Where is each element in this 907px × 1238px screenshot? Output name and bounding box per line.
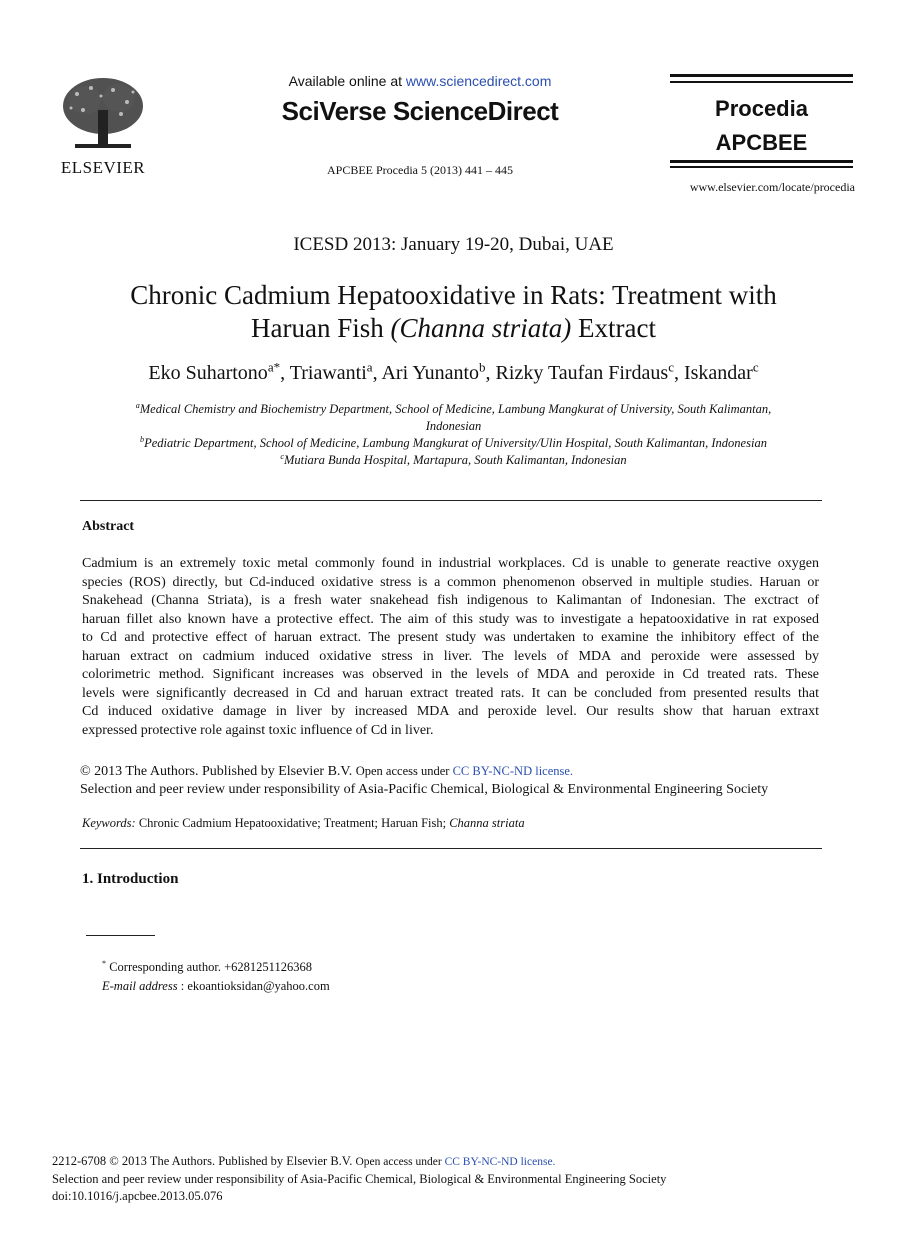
abstract-line: Snakehead (Channa Striata), is a fresh water snakehead fish indigenous to Kalimantan of Indonesian. The exctract of (82, 593, 819, 608)
copyright-block: © 2013 The Authors. Published by Elsevier B.V. Open access under CC BY-NC-ND license. Selection and peer review under responsibility of Asia-Pacific Chemical, Biological & Environmental Engineering Society (80, 764, 769, 797)
sciverse-brand: SciVerse ScienceDirect (281, 96, 559, 126)
license-link[interactable]: CC BY-NC-ND license. (452, 764, 574, 778)
affiliation-b: $^b$Pediatric Department, School of Medicine, Lambung Mangkurat of University/Ulin Hospital, South Kalimantan, Indonesian (140, 434, 767, 450)
abstract-line: colorimetric method. Significant increases was observed in the levels of MDA and peroxide in Cd treated rats. These (82, 667, 819, 682)
abstract-line: species (ROS) directly, but Cd-induced oxidative stress is a common phenomenon observed in multiple studies. Haruan or (82, 574, 819, 590)
procedia-bottom-rule (670, 160, 853, 163)
elsevier-tree-logo (55, 74, 151, 160)
footnote-rule (86, 935, 155, 936)
procedia-top-rule-1 (670, 74, 853, 77)
author-list (0, 359, 907, 385)
abstract-bottom-rule (80, 848, 822, 849)
abstract-line: haruan extract on cadmium induced oxidative stress in liver. The levels of MDA and peroxide were assessed by (82, 648, 819, 664)
abstract-line: Cadmium is an extremely toxic metal commonly found in industrial workplaces. Cd is unable to generate reactive oxygen (82, 556, 819, 571)
author: Eko Suhartono$^{a*}$, (148, 359, 290, 384)
affiliation-c: $^c$Mutiara Bunda Hospital, Martapura, South Kalimantan, Indonesian (280, 451, 627, 467)
paper-title: Chronic Cadmium Hepatooxidative in Rats: Treatment with Haruan Fish (Channa striata) Extract (130, 280, 777, 343)
available-online: Available online at www.sciencedirect.com (288, 73, 552, 89)
abstract-body (82, 555, 819, 740)
section-heading-introduction: 1. Introduction (82, 871, 179, 887)
journal-citation: APCBEE Procedia 5 (2013) 441 – 445 (327, 163, 513, 177)
elsevier-logo-text: ELSEVIER (60, 158, 146, 177)
abstract-line: haruan fillet also known have a protective effect. The aim of this study was to investigate a hepatooxidative in rat exposed (82, 611, 819, 627)
abstract-line: levels were significantly decreased in Cd and haruan extract treated rats. It can be concluded from presented results that (82, 685, 819, 701)
page-footer: 2212-6708 © 2013 The Authors. Published by Elsevier B.V. Open access under CC BY-NC-ND license. Selection and peer review under responsibility of Asia-Pacific Chemical, Biological & Environmental Engineering Society doi:10.1016/j.apcbee.2013.05.076 (52, 1153, 852, 1205)
email-line: E-mail address : ekoantioksidan@yahoo.com (102, 979, 330, 993)
abstract-heading: Abstract (82, 519, 135, 534)
journal-homepage-link[interactable]: www.elsevier.com/locate/procedia (689, 180, 855, 194)
affiliations: $^a$Medical Chemistry and Biochemistry Department, School of Medicine, Lambung Mangkurat of University, South Kalimantan, Indonesian $^b$Pediatric Department, School of Medicine, Lambung Mangkurat of University/Ulin Hospital, South Kalimantan, Indonesian $^c$Mutiara Bunda Hospital, Martapura, South Kalimantan, Indonesian (60, 401, 847, 469)
abstract-line: to Cd and protective effect of haruan extract. The present study was undertaken to examine the inhibitory effect of the (82, 630, 819, 645)
abstract-line: expressed protective role against toxic influence of Cd in liver. (82, 722, 434, 738)
corresponding-author: * Corresponding author. +6281251126368 (102, 958, 312, 974)
footnote (102, 958, 702, 996)
procedia-bottom-rule-2 (670, 166, 853, 168)
author: Ari Yunanto$^b$, (381, 359, 496, 384)
author: Iskandar$^c$ (683, 359, 759, 384)
conference-line: ICESD 2013: January 19-20, Dubai, UAE (293, 234, 614, 255)
abstract-top-rule (80, 500, 822, 501)
procedia-top-rule-2 (670, 81, 853, 83)
procedia-journal-name: Procedia APCBEE (715, 96, 808, 155)
email-link[interactable]: ekoantioksidan@yahoo.com (187, 979, 330, 993)
author: Triawanti$^a$, (289, 359, 382, 384)
sciencedirect-link[interactable]: www.sciencedirect.com (405, 73, 552, 89)
doi[interactable]: doi:10.1016/j.apcbee.2013.05.076 (52, 1189, 223, 1203)
author: Rizky Taufan Firdaus$^c$, (495, 359, 684, 384)
footer-license-link[interactable]: CC BY-NC-ND license. (444, 1156, 556, 1168)
affiliation-a: $^a$Medical Chemistry and Biochemistry Department, School of Medicine, Lambung Mangkurat of University, South Kalimantan, (135, 400, 772, 416)
keywords: Keywords: Chronic Cadmium Hepatooxidative; Treatment; Haruan Fish; Channa striata (82, 816, 525, 830)
abstract-line: Cd induced oxidative damage in liver by increased MDA and peroxide level. Our results show that haruan extraxt (82, 704, 819, 719)
